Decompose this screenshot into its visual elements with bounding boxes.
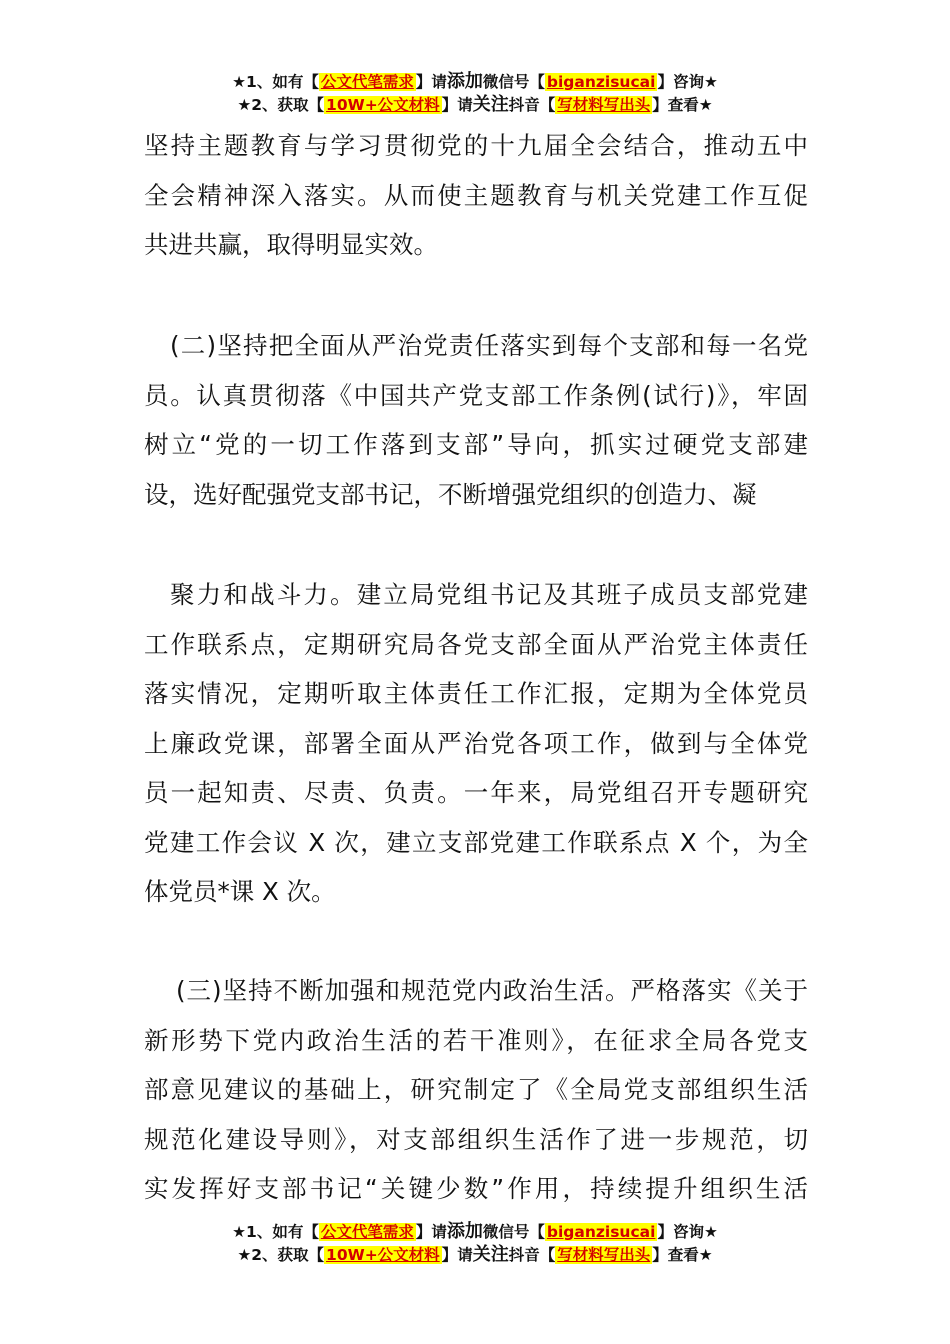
banner-text: 抖音【 <box>508 1246 556 1264</box>
banner-highlight: 写材料写出头 <box>557 1246 651 1264</box>
banner-highlight: 写材料写出头 <box>557 96 651 114</box>
paragraph-2 <box>144 321 808 519</box>
text-line: 新形势下党内政治生活的若干准则》，在征求全局各党支 <box>144 1025 808 1055</box>
banner-highlight: 10W+公文材料 <box>326 1246 440 1264</box>
banner-text: 微信号【 <box>482 73 545 91</box>
text-line: 部意见建议的基础上，研究制定了《全局党支部组织生活 <box>144 1075 808 1104</box>
banner-emphasis: 添加 <box>446 71 483 92</box>
banner-text: 】请 <box>415 1223 447 1241</box>
paragraph-3 <box>144 570 808 917</box>
text-line: 坚持主题教育与学习贯彻党的十九届全会结合，推动五中 <box>144 131 808 160</box>
banner-text: 】请 <box>415 73 447 91</box>
banner-highlight: 10W+公文材料 <box>326 96 440 114</box>
text-line: 规范化建设导则》，对支部组织生活作了进一步规范，切 <box>144 1124 808 1154</box>
banner-emphasis: 添加 <box>446 1221 483 1242</box>
banner-emphasis: 关注 <box>472 1244 509 1265</box>
text-line: (三)坚持不断加强和规范党内政治生活。严格落实《关于 <box>176 976 808 1005</box>
banner-text: ★1、如有【 <box>232 73 319 91</box>
text-line: 设，选好配强党支部书记，不断增强党组织的创造力、凝 <box>144 479 757 509</box>
banner-line-1 <box>0 70 950 93</box>
banner-highlight: 公文代笔需求 <box>320 73 414 91</box>
text-line: 实发挥好支部书记“关键少数”作用，持续提升组织生活 <box>144 1174 808 1203</box>
text-line: 体党员*课 X 次。 <box>144 877 336 906</box>
banner-highlight: 公文代笔需求 <box>320 1223 414 1241</box>
text-line: 聚力和战斗力。建立局党组书记及其班子成员支部党建 <box>170 580 808 609</box>
text-line: 工作联系点，定期研究局各党支部全面从严治党主体责任 <box>144 629 808 659</box>
banner-text: 】请 <box>441 1246 473 1264</box>
text-line: 树立“党的一切工作落到支部”导向，抓实过硬党支部建 <box>144 430 808 459</box>
banner-highlight: biganzisucai <box>546 73 656 91</box>
banner-text: ★2、获取【 <box>237 96 325 114</box>
text-line: 党建工作会议 X 次，建立支部党建工作联系点 X 个，为全 <box>144 827 808 857</box>
paragraph-1 <box>144 121 808 270</box>
banner-emphasis: 关注 <box>472 94 509 115</box>
text-line: 落实情况，定期听取主体责任工作汇报，定期为全体党员 <box>144 679 808 708</box>
banner-line-1 <box>0 1220 950 1243</box>
banner-text: 】查看★ <box>652 1246 713 1264</box>
text-line: 员。认真贯彻落《中国共产党支部工作条例(试行)》，牢固 <box>144 380 808 410</box>
paragraph-4 <box>144 966 808 1214</box>
banner-line-2 <box>0 93 950 116</box>
text-line: 共进共赢，取得明显实效。 <box>144 230 438 259</box>
header-banner <box>0 70 950 116</box>
text-line: 全会精神深入落实。从而使主题教育与机关党建工作互促 <box>144 180 808 210</box>
banner-text: 】请 <box>441 96 473 114</box>
banner-text: ★1、如有【 <box>232 1223 319 1241</box>
text-line: 上廉政党课，部署全面从严治党各项工作，做到与全体党 <box>144 728 808 758</box>
banner-text: 抖音【 <box>508 96 556 114</box>
text-line: 员一起知责、尽责、负责。一年来，局党组召开专题研究 <box>144 778 808 807</box>
text-line: (二)坚持把全面从严治党责任落实到每个支部和每一名党 <box>170 331 808 360</box>
banner-text: ★2、获取【 <box>237 1246 325 1264</box>
footer-banner <box>0 1220 950 1266</box>
banner-highlight: biganzisucai <box>546 1223 656 1241</box>
banner-text: 】查看★ <box>652 96 713 114</box>
banner-line-2 <box>0 1243 950 1266</box>
banner-text: 】咨询★ <box>657 73 718 91</box>
banner-text: 微信号【 <box>482 1223 545 1241</box>
banner-text: 】咨询★ <box>657 1223 718 1241</box>
